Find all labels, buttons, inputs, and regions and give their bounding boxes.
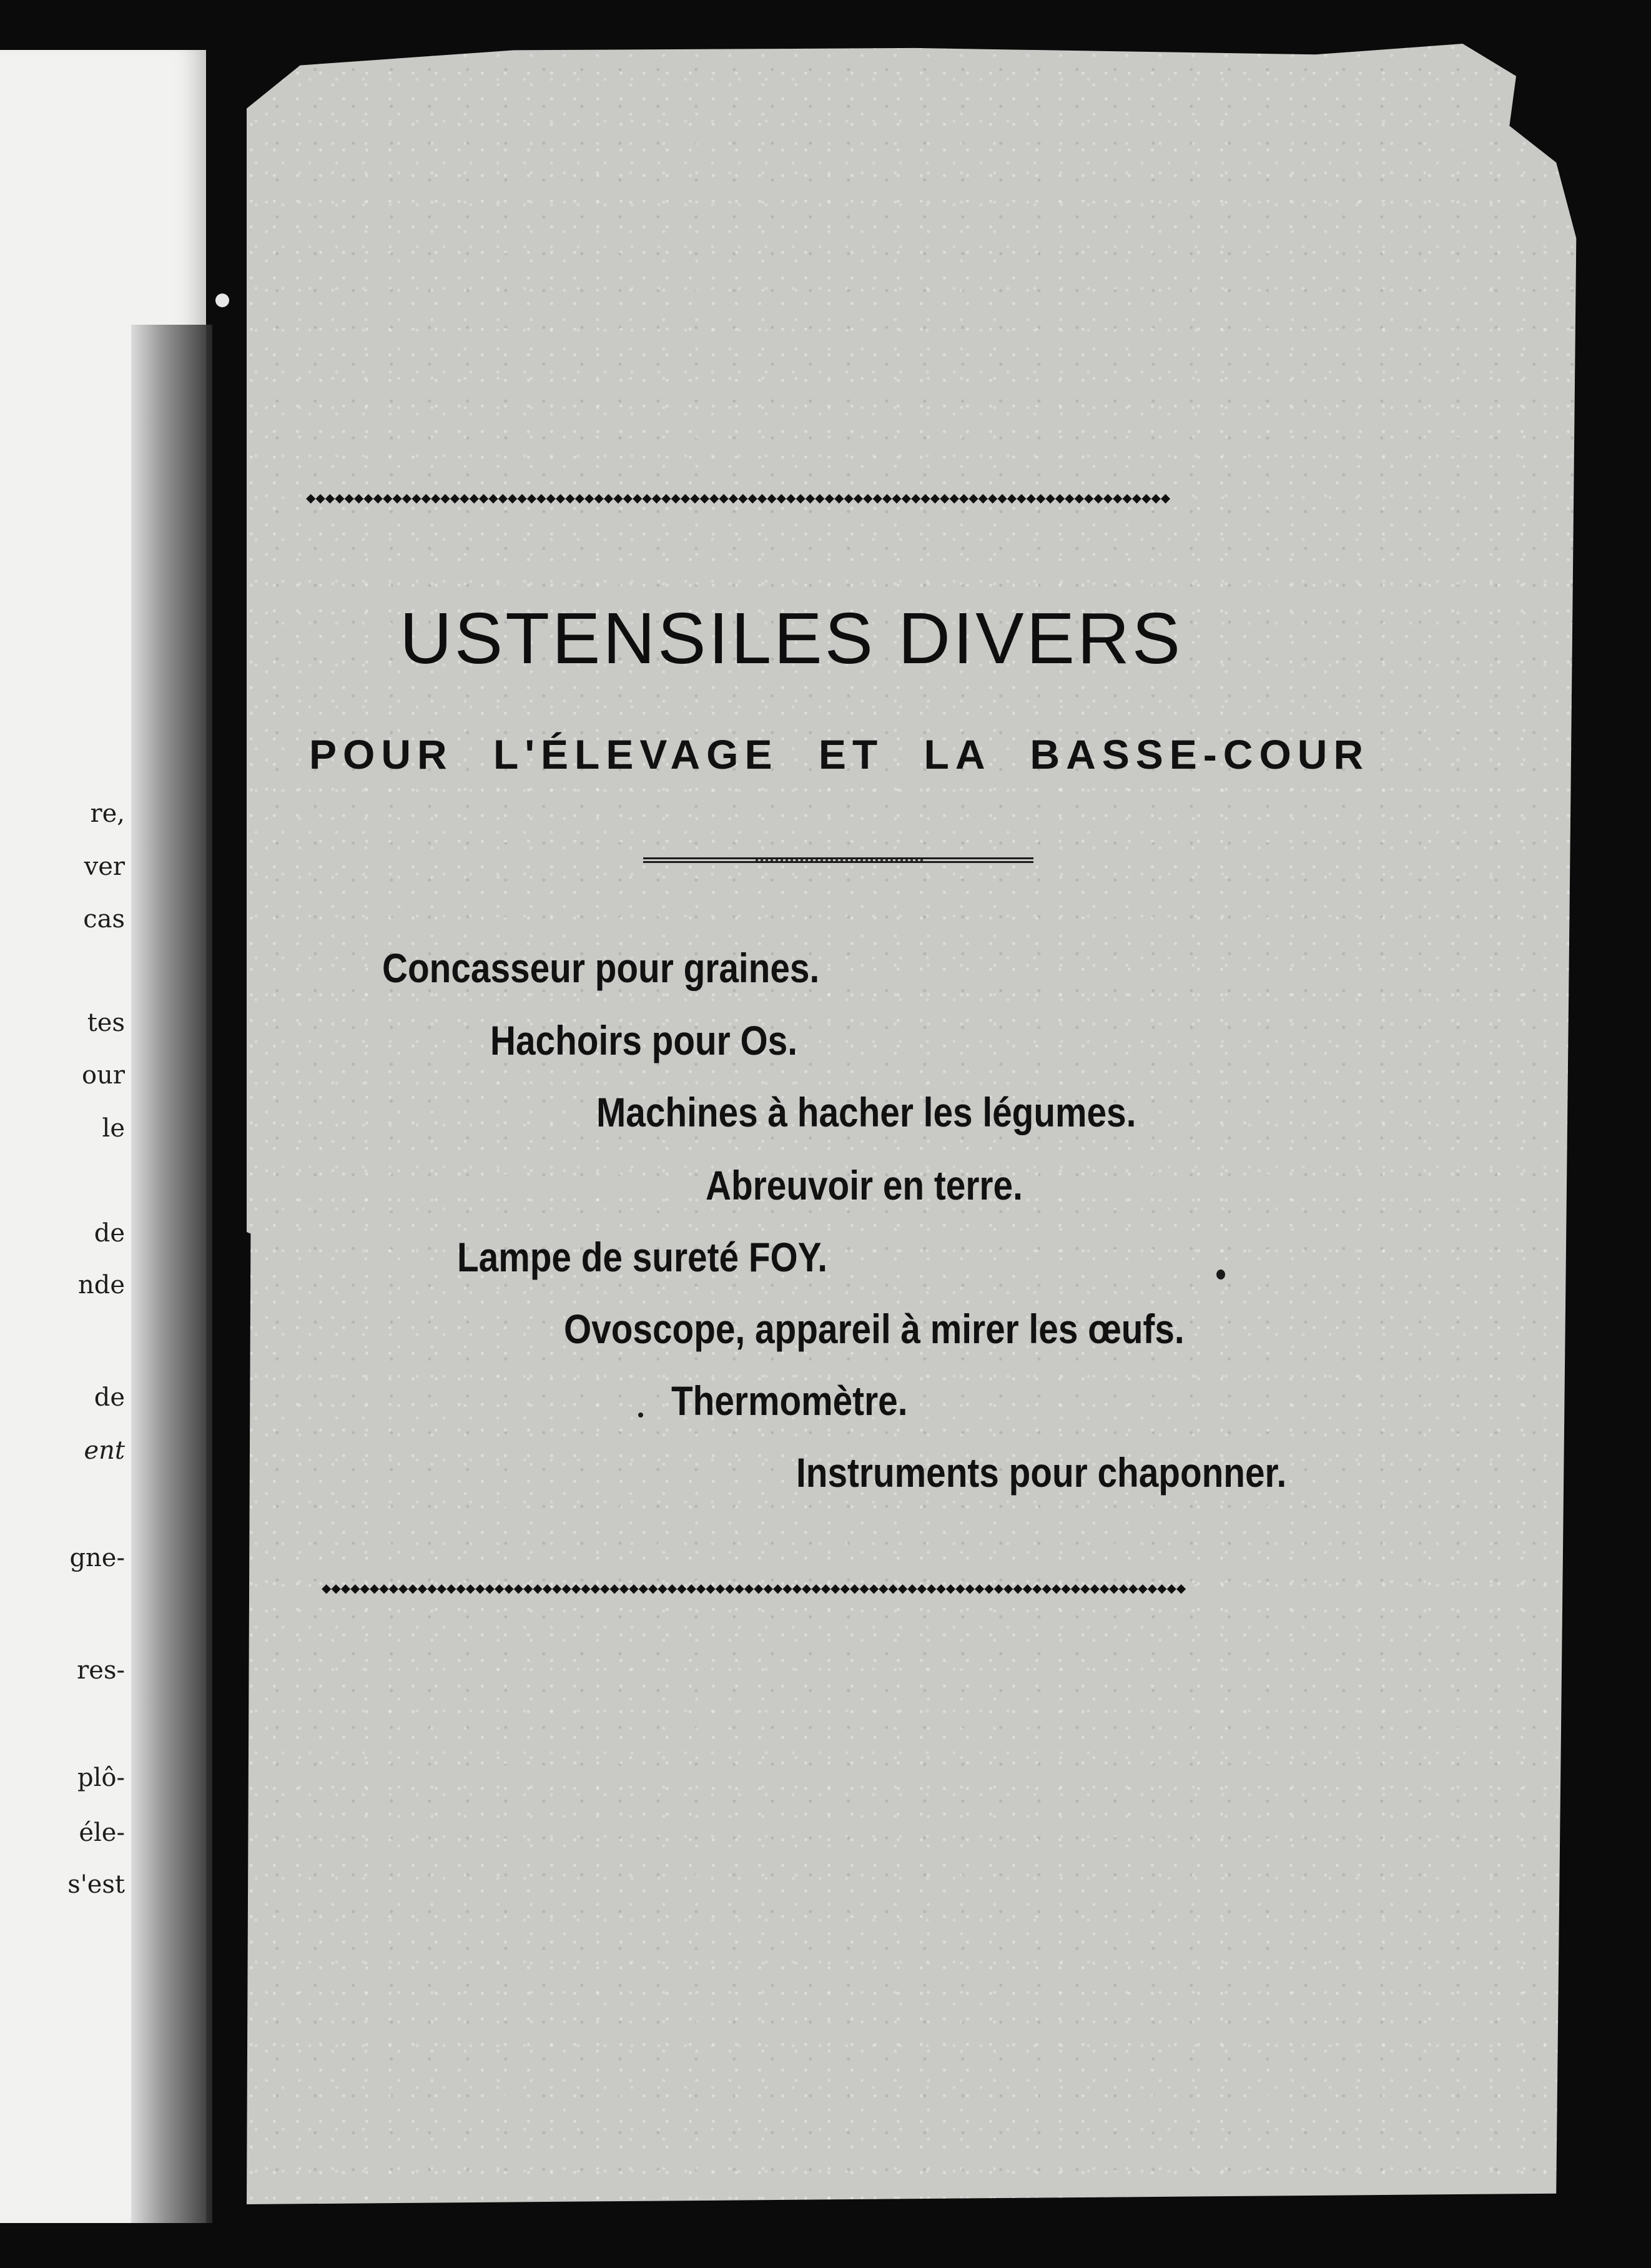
left-page-fragment: ent bbox=[84, 1436, 125, 1465]
list-item: Ovoscope, appareil à mirer les œufs. bbox=[564, 1306, 1185, 1352]
left-page-fragment: our bbox=[82, 1061, 125, 1090]
bottom-diamond-rule: ◆◆◆◆◆◆◆◆◆◆◆◆◆◆◆◆◆◆◆◆◆◆◆◆◆◆◆◆◆◆◆◆◆◆◆◆◆◆◆◆◆◆◆◆◆◆◆◆◆◆◆◆◆◆◆◆◆◆◆◆◆◆◆◆◆◆◆◆◆◆◆◆◆◆◆◆◆◆◆◆◆◆◆◆◆◆◆◆◆◆ bbox=[322, 1580, 1186, 1595]
left-page-fragment: tes bbox=[87, 1008, 125, 1037]
left-page-fragment: gne- bbox=[69, 1544, 125, 1572]
left-page-fragment: plô- bbox=[77, 1763, 125, 1792]
left-page-fragment: de bbox=[94, 1219, 125, 1248]
list-item: Instruments pour chaponner. bbox=[796, 1449, 1287, 1496]
left-page-fragment: res- bbox=[77, 1656, 125, 1685]
left-page-edge-shadow bbox=[131, 325, 212, 2223]
list-item: Concasseur pour graines. bbox=[382, 945, 820, 991]
left-page-fragment: le bbox=[102, 1114, 125, 1143]
page-title: USTENSILES DIVERS bbox=[400, 598, 1183, 679]
list-item: Abreuvoir en terre. bbox=[706, 1162, 1023, 1208]
top-diamond-rule: ◆◆◆◆◆◆◆◆◆◆◆◆◆◆◆◆◆◆◆◆◆◆◆◆◆◆◆◆◆◆◆◆◆◆◆◆◆◆◆◆◆◆◆◆◆◆◆◆◆◆◆◆◆◆◆◆◆◆◆◆◆◆◆◆◆◆◆◆◆◆◆◆◆◆◆◆◆◆◆◆◆◆◆◆◆◆◆◆◆◆ bbox=[306, 490, 1171, 505]
ink-speck bbox=[1216, 1270, 1225, 1279]
left-page-fragment: re, bbox=[90, 799, 125, 828]
list-item: Thermomètre. bbox=[671, 1378, 908, 1424]
paper-speck bbox=[215, 293, 229, 307]
ornamental-divider bbox=[643, 857, 1033, 864]
left-page-fragment: s'est bbox=[67, 1870, 125, 1899]
list-item: Hachoirs pour Os. bbox=[490, 1017, 798, 1063]
left-page-fragment: nde bbox=[77, 1271, 125, 1299]
left-page-fragment: éle- bbox=[79, 1818, 125, 1847]
list-item: Machines à hacher les légumes. bbox=[596, 1089, 1136, 1135]
page-subtitle: POUR L'ÉLEVAGE ET LA BASSE-COUR bbox=[309, 731, 1370, 777]
left-page-fragment: de bbox=[94, 1383, 125, 1412]
left-page-fragment: cas bbox=[83, 905, 125, 934]
list-item: Lampe de sureté FOY. bbox=[457, 1234, 828, 1280]
ink-speck bbox=[638, 1413, 643, 1418]
divider-line bbox=[643, 861, 1033, 863]
left-page-fragment: ver bbox=[84, 852, 125, 881]
